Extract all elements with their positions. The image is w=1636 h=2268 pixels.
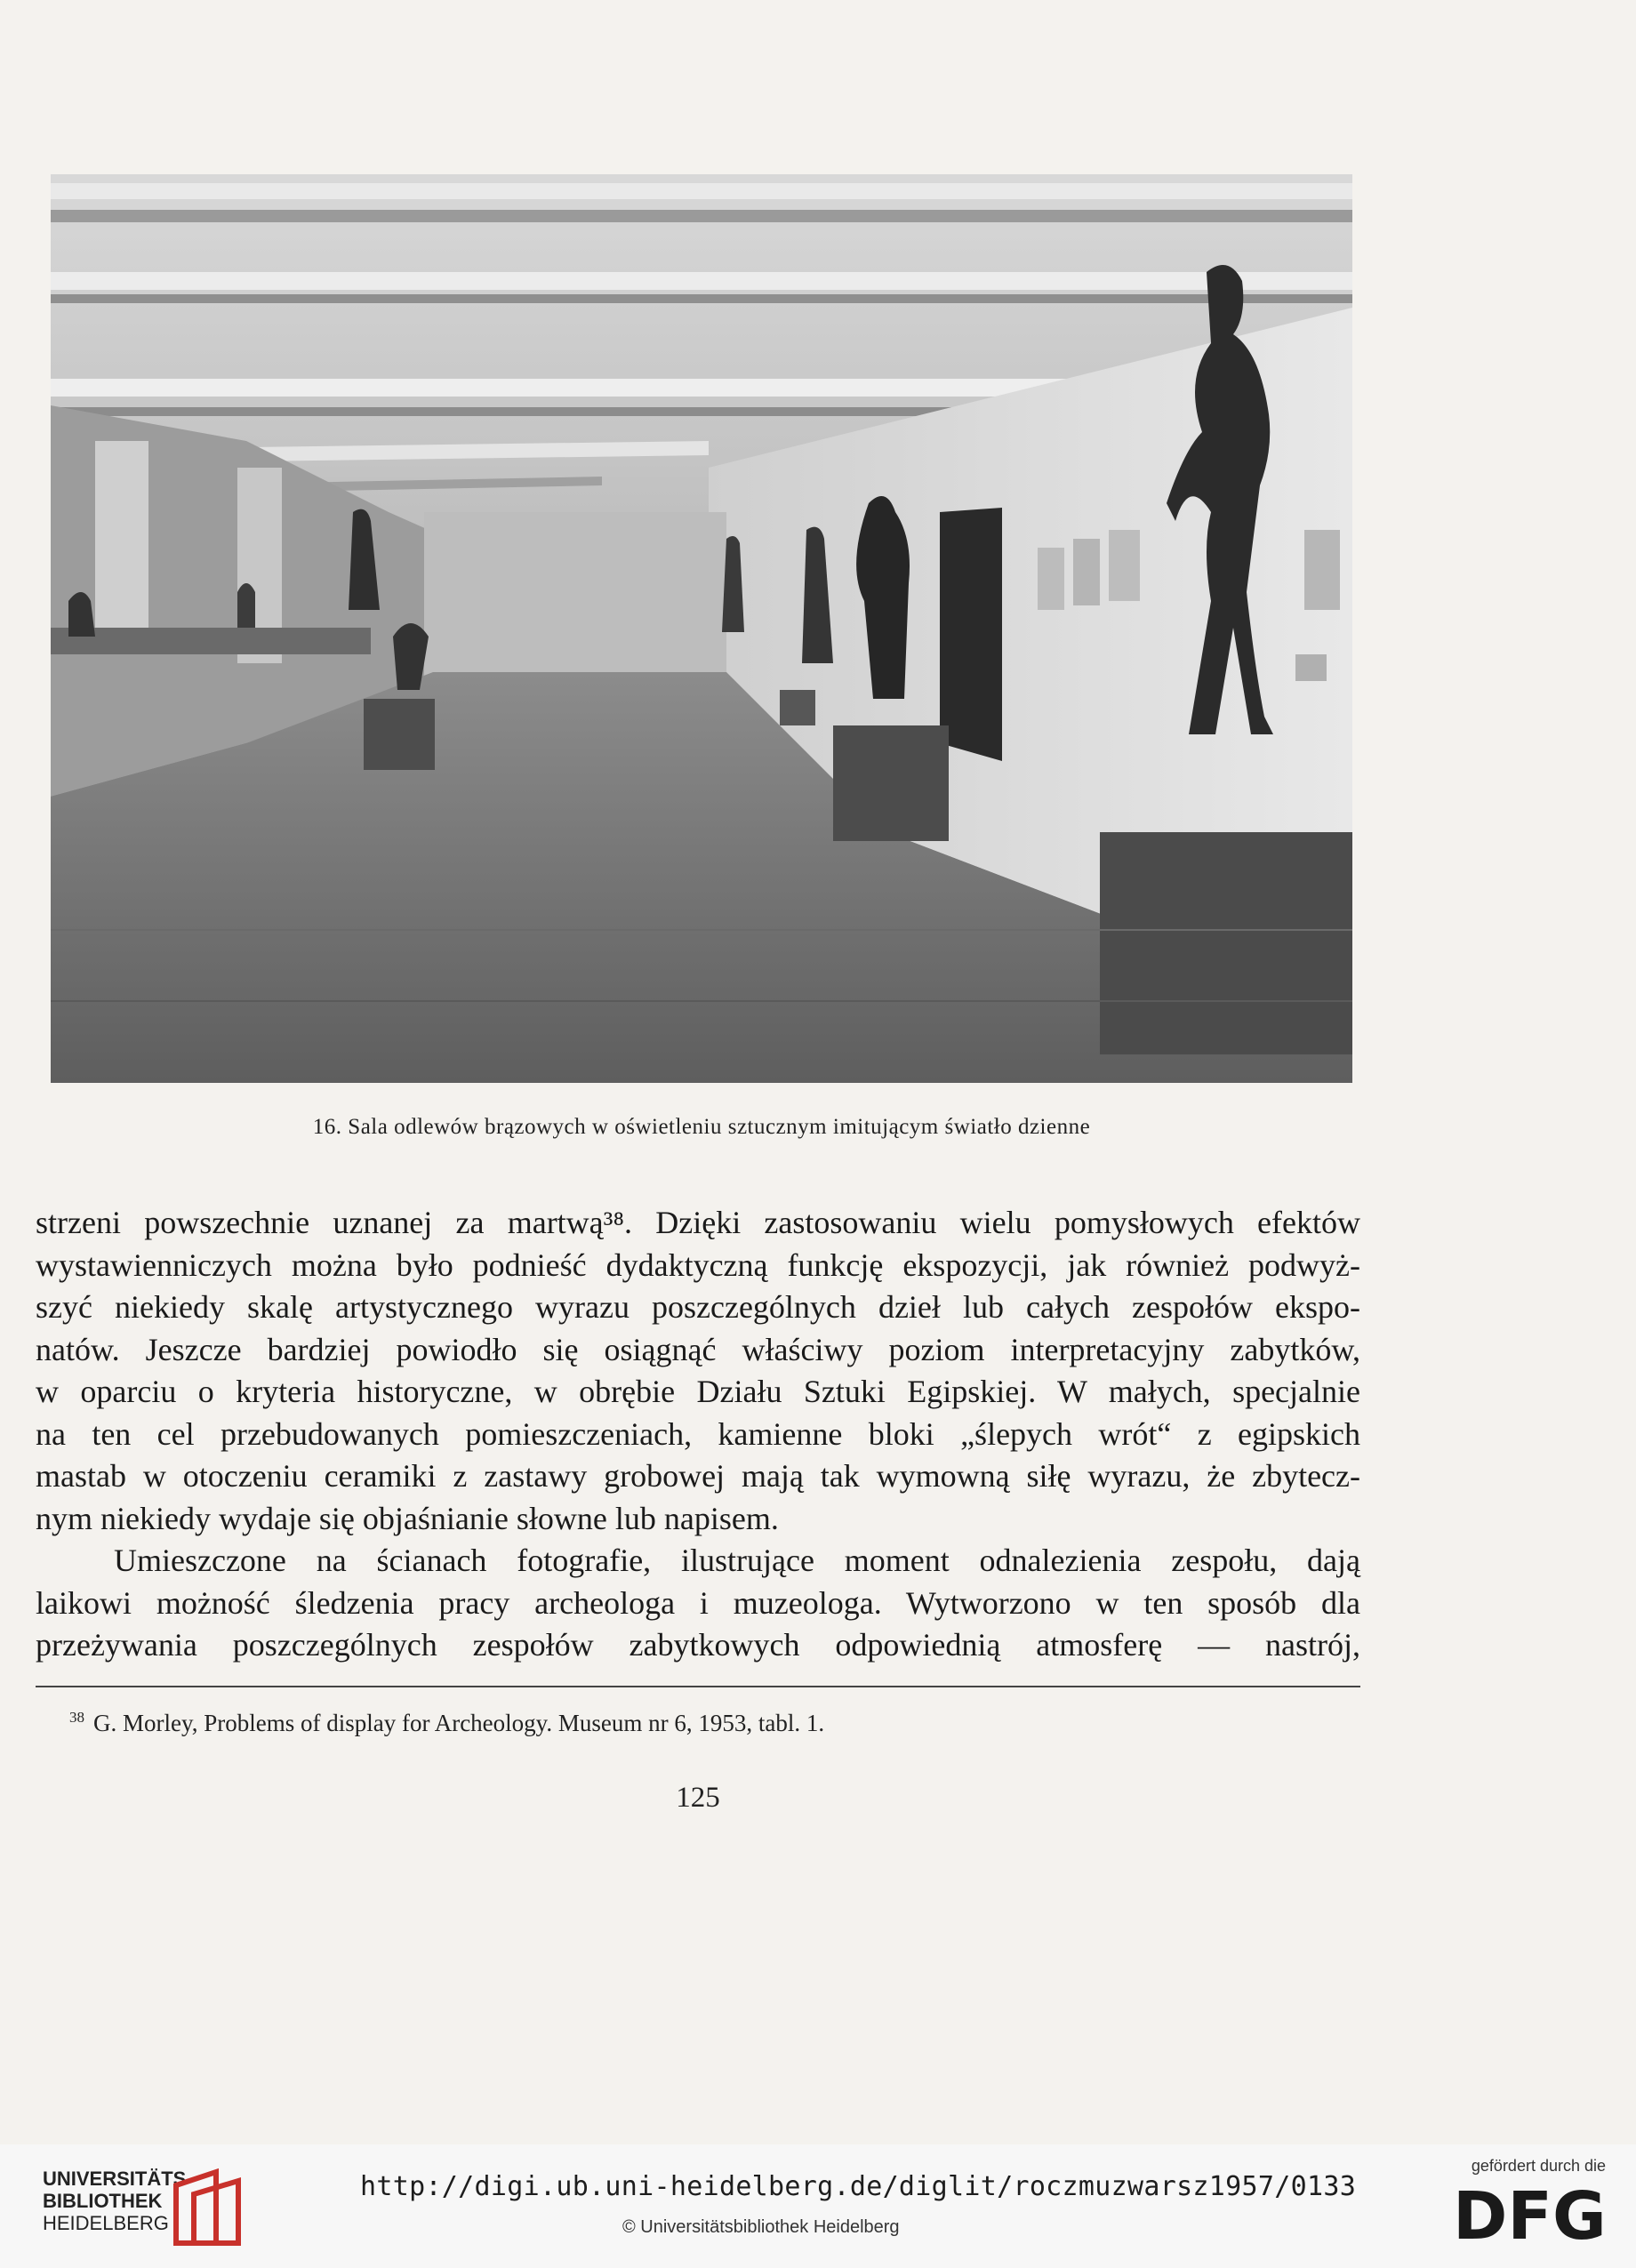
page-number: 125 [676,1782,720,1814]
text-line: wystawienniczych można było podnieść dydaktyczną funkcję ekspozycji, jak również podwyż- [36,1246,1360,1283]
footer-bar [0,2144,1636,2268]
text-line: strzeni powszechnie uznanej za martwą³⁸. Dzięki zastosowaniu wielu pomysłowych efektów [36,1205,1360,1240]
paragraph-2 [36,1540,1360,1667]
funding-label: gefördert durch die [1471,2157,1606,2175]
permalink-url[interactable]: http://digi.ub.uni-heidelberg.de/diglit/roczmuzwarsz1957/0133 [360,2171,1357,2202]
copyright-notice: © Universitätsbibliothek Heidelberg [622,2217,900,2237]
text-line: natów. Jeszcze bardziej powiodło się osiągnąć właściwy poziom interpretacyjny zabytków, [36,1331,1360,1367]
dfg-logo[interactable] [1453,2182,1609,2248]
figure-caption: 16. Sala odlewów brązowych w oświetleniu sztucznym imitującym światło dzienne [312,1115,1091,1139]
body-text [36,1202,1360,1667]
paragraph-1 [36,1202,1360,1540]
footnote-text: G. Morley, Problems of display for Archeology. Museum nr 6, 1953, tabl. 1. [93,1710,825,1736]
gallery-photo-illustration [51,174,1352,1083]
museum-gallery-photograph [51,174,1352,1083]
footnote [69,1709,824,1737]
text-line: laikowi możność śledzenia pracy archeologa i muzeologa. Wytworzono w ten sposób dla [36,1584,1360,1621]
library-name-line1: UNIVERSITÄTS- [43,2168,193,2190]
library-mark-icon [167,2168,256,2248]
text-line: mastab w otoczeniu ceramiki z zastawy grobowej mają tak wymowną siłę wyrazu, że zbytecz- [36,1458,1360,1494]
library-name-line3: HEIDELBERG [43,2212,169,2234]
dfg-logo-text: DFG [1453,2182,1607,2248]
text-line: w oparciu o kryteria historyczne, w obrębie Działu Sztuki Egipskiej. W małych, specjalnie [36,1374,1360,1409]
text-line: szyć niekiedy skalę artystycznego wyrazu poszczególnych dzieł lub całych zespołów ekspo- [36,1289,1360,1325]
footnote-rule [36,1686,1360,1687]
text-line-last: nym niekiedy wydaje się objaśnianie słowne lub napisem. [36,1500,779,1536]
text-line: na ten cel przebudowanych pomieszczeniach, kamienne bloki „ślepych wrót“ z egipskich [36,1415,1360,1452]
library-name-line2: BIBLIOTHEK [43,2190,163,2212]
text-line: przeżywania poszczególnych zespołów zabytkowych odpowiednią atmosferę — nastrój, [36,1627,1360,1663]
library-name [43,2168,193,2234]
text-line: Umieszczone na ścianach fotografie, ilustrujące moment odnalezienia zespołu, dają [114,1543,1360,1578]
footnote-number: 38 [69,1709,84,1726]
